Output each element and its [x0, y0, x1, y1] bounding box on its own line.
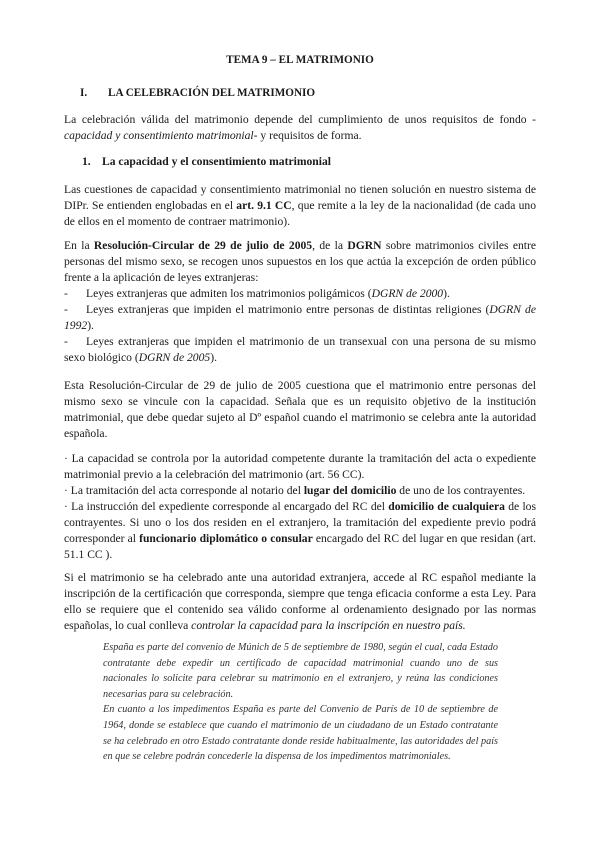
quote-paris: En cuanto a los impedimentos España es parte del Convenio de París de 10 de septiembre de 1964, donde se establece que cuando el matrimonio de un ciudadano de un Estado contratante se ha celebrado en otro Estado contratante donde reside habitualmente, las autoridades del país en que se celebre podrán concederle la dispensa de los impedimentos matrimoniales.: [103, 704, 498, 763]
paragraph-line: [64, 182, 536, 230]
italic-text: DGRN de 2000: [371, 287, 444, 300]
italic-text: DGRN de 2005: [138, 351, 211, 364]
text-run: Esta Resolución-Circular de 29 de julio de 2005 cuestiona que el matrimonio entre personas del mismo sexo se vincule con la capacidad. Señala que es un requisito objetivo de la institución matrimonial, que debe quedar sujeto al Dº español cuando el matrimonio se celebra ante la autoridad española.: [64, 379, 536, 440]
document-title: TEMA 9 – EL MATRIMONIO: [226, 54, 374, 66]
text-run: encargado del RC del lugar en que residan (art. 51.1 CC ).: [64, 532, 536, 561]
paragraph-intro: [64, 112, 536, 144]
text-run: ).: [87, 319, 94, 332]
section-label: LA CELEBRACIÓN DEL MATRIMONIO: [108, 87, 316, 99]
subsection-number: 1.: [82, 155, 91, 168]
text-run: Las cuestiones de capacidad y consentimiento matrimonial no tienen solución en nuestro sistema de DIPr. Se entienden englobadas en el: [64, 183, 536, 212]
bold-text: Resolución-Circular de 29 de julio de 2005: [93, 239, 313, 252]
text-run: · La tramitación del acta corresponde al notario del: [64, 484, 304, 497]
text-run: Leyes extranjeras que impiden el matrimonio de un transexual con una persona de su mismo sexo biológico (: [64, 335, 536, 364]
italic-text: controlar la capacidad para la inscripción en nuestro país.: [191, 619, 466, 632]
paragraph-line: [64, 302, 536, 334]
bold-text: domicilio de cualquiera: [388, 500, 505, 513]
paragraph-cuestiones: [64, 182, 536, 230]
italic-text: capacidad y consentimiento matrimonial: [64, 129, 254, 142]
paragraph-extranjera: [64, 570, 536, 634]
bold-text: funcionario diplomático o consular: [139, 532, 313, 545]
section-heading: [80, 87, 315, 99]
paragraph-line: [64, 286, 536, 302]
text-run: ).: [443, 287, 450, 300]
paragraph-line: [64, 499, 536, 563]
paragraph-line: [64, 334, 536, 366]
text-run: La celebración válida del matrimonio depende del cumplimiento de unos requisitos de fondo -: [64, 113, 536, 126]
bold-text: lugar del domicilio: [303, 484, 397, 497]
text-run: En la: [64, 239, 94, 252]
text-run: , que remite a la ley de la nacionalidad (de cada uno de ellos en el momento de contraer matrimonio).: [64, 199, 536, 228]
text-run: de uno de los contrayentes.: [396, 484, 526, 497]
paragraph-line: [64, 570, 536, 634]
text-run: , de la: [312, 239, 348, 252]
paragraph-esta: [64, 378, 536, 442]
text-run: Leyes extranjeras que admiten los matrimonios poligámicos (: [86, 287, 372, 300]
paragraph-line: [64, 378, 536, 442]
text-run: de los contrayentes. Si uno o los dos residen en el extranjero, la tramitación del expediente previo podrá corresponder al: [64, 500, 536, 545]
text-run: · La instrucción del expediente corresponde al encargado del RC del: [64, 500, 389, 513]
list-dash: -: [64, 303, 68, 316]
paragraph-line: [64, 238, 536, 286]
text-run: Leyes extranjeras que impiden el matrimonio entre personas de distintas religiones (: [86, 303, 490, 316]
italic-text: DGRN de 1992: [64, 303, 536, 332]
text-run: ).: [210, 351, 217, 364]
bold-text: DGRN: [347, 239, 382, 252]
text-run: - y requisitos de forma.: [253, 129, 362, 142]
paragraph-line: [64, 483, 536, 499]
section-number: I.: [80, 87, 88, 99]
text-run: sobre matrimonios civiles entre personas del mismo sexo, se recogen unos supuestos en los que actúa la excepción de orden público frente a la aplicación de leyes extranjeras:: [64, 239, 536, 284]
list-dash: -: [64, 335, 68, 348]
quote-munich: España es parte del convenio de Múnich de 5 de septiembre de 1980, según el cual, cada Estado contratante debe expedir un certificado de capacidad matrimonial cuando uno de sus nacionales lo solicite para celebrar su matrimonio en el extranjero, y reúna las condiciones necesarias para su celebración.: [103, 642, 498, 700]
paragraph-line: [64, 451, 536, 483]
text-run: · La capacidad se controla por la autoridad competente durante la tramitación del acta o expediente matrimonial previo a la celebración del matrimonio (art. 56 CC).: [64, 452, 536, 481]
quote-block: [103, 640, 498, 765]
bold-text: art. 9.1 CC: [236, 199, 292, 212]
paragraph-resolucion: [64, 238, 536, 366]
subsection-label: La capacidad y el consentimiento matrimonial: [102, 155, 331, 168]
paragraph-line: [64, 112, 536, 144]
list-dash: -: [64, 287, 68, 300]
paragraph-control: [64, 451, 536, 563]
text-run: Si el matrimonio se ha celebrado ante una autoridad extranjera, accede al RC español mediante la inscripción de la certificación que corresponda, siempre que tenga eficacia conforme a esta Ley. Para ello se requiere que el contenido sea válido conforme al ordenamiento designado por las normas españolas, lo cual conlleva: [64, 571, 536, 632]
subsection-heading: [82, 155, 331, 168]
